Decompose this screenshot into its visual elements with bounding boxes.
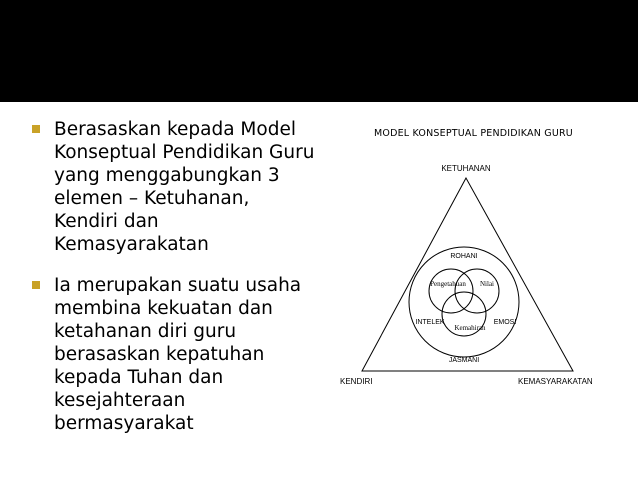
circle-right-label: EMOSI — [493, 319, 517, 326]
circle-top-label: ROHANI — [450, 253, 478, 260]
inner-bottom-label: Kemahiran — [454, 324, 486, 332]
circle-left-label: INTELEK — [415, 319, 445, 326]
bullet-text: Berasaskan kepada Model Konseptual Pendidikan Guru yang menggabungkan 3 elemen – Ketuhanan, Kendiri dan Kemasyarakatan — [54, 119, 315, 255]
venn-circle-left — [429, 269, 473, 313]
diagram-title: MODEL KONSEPTUAL PENDIDIKAN GURU — [374, 128, 573, 139]
conceptual-model-diagram — [330, 150, 630, 390]
bullet-item — [30, 274, 350, 435]
left-label: KENDIRI — [340, 377, 373, 386]
square-bullet-icon — [32, 281, 40, 289]
square-bullet-icon — [32, 125, 40, 133]
triangle-shape — [362, 178, 573, 371]
circle-bottom-label: JASMANI — [448, 357, 480, 364]
bullet-list — [30, 118, 350, 453]
inner-right-label: Nilai — [480, 280, 494, 288]
bullet-item — [30, 118, 350, 256]
outer-circle — [409, 247, 519, 357]
venn-circle-right — [455, 269, 499, 313]
bullet-text: Ia merupakan suatu usaha membina kekuatan dan ketahanan diri guru berasaskan kepatuhan kepada Tuhan dan kesejahteraan bermasyarakat — [54, 275, 302, 434]
right-label: KEMASYARAKATAN — [518, 377, 593, 386]
apex-label: KETUHANAN — [441, 164, 491, 173]
title-bar — [0, 0, 638, 102]
inner-left-label: Pengetahuan — [430, 280, 466, 288]
